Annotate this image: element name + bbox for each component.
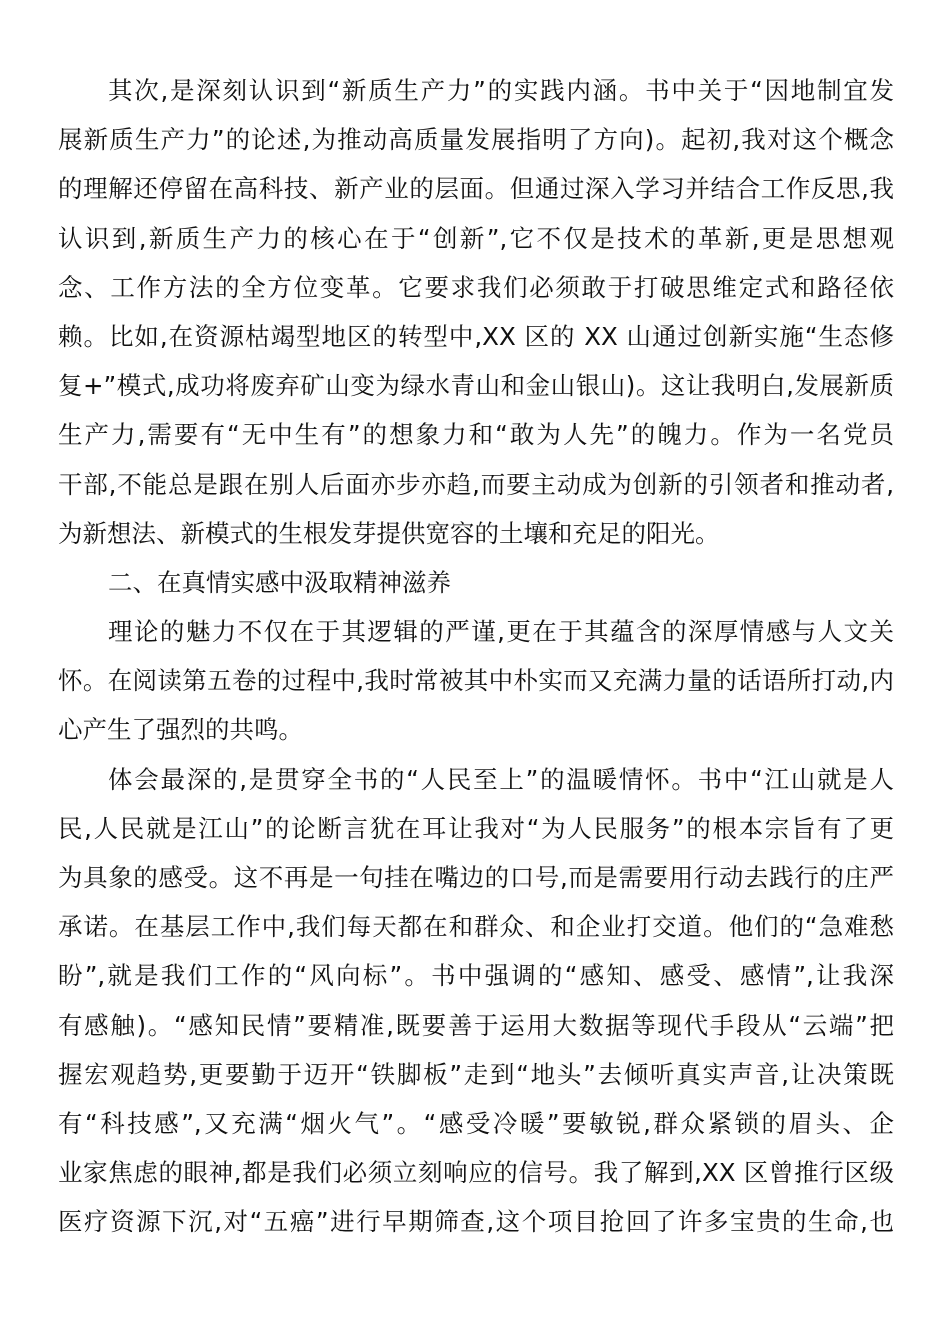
paragraph-new-productivity bbox=[58, 66, 894, 558]
text-line: 展新质生产力”的论述,为推动高质量发展指明了方向)。起初,我对这个概念 bbox=[58, 125, 894, 155]
text-line: 赖。比如,在资源枯竭型地区的转型中,XX 区的 XX 山通过创新实施“生态修 bbox=[58, 321, 894, 351]
paragraph-theory-charm bbox=[58, 607, 894, 755]
text-line: 为具象的感受。这不再是一句挂在嘴边的口号,而是需要用行动去践行的庄严 bbox=[58, 863, 894, 892]
text-line: 承诺。在基层工作中,我们每天都在和群众、和企业打交道。他们的“急难愁 bbox=[58, 912, 894, 942]
text-line: 认识到,新质生产力的核心在于“创新”,它不仅是技术的革新,更是思想观 bbox=[58, 223, 894, 253]
text-line: 理论的魅力不仅在于其逻辑的严谨,更在于其蕴含的深厚情感与人文关 bbox=[108, 617, 894, 647]
section-heading bbox=[58, 558, 894, 607]
text-line: 生产力,需要有“无中生有”的想象力和“敢为人先”的魄力。作为一名党员 bbox=[58, 420, 894, 450]
text-line: 的理解还停留在高科技、新产业的层面。但通过深入学习并结合工作反思,我 bbox=[58, 174, 894, 204]
text-line: 为新想法、新模式的生根发芽提供宽容的土壤和充足的阳光。 bbox=[58, 518, 720, 548]
text-line: 医疗资源下沉,对“五癌”进行早期筛查,这个项目抢回了许多宝贵的生命,也 bbox=[58, 1207, 894, 1237]
text-line: 民,人民就是江山”的论断言犹在耳让我对“为人民服务”的根本宗旨有了更 bbox=[58, 813, 894, 843]
text-line: 念、工作方法的全方位变革。它要求我们必须敢于打破思维定式和路径依 bbox=[58, 272, 894, 302]
text-line: 怀。在阅读第五卷的过程中,我时常被其中朴实而又充满力量的话语所打动,内 bbox=[58, 666, 894, 696]
paragraph-people-first bbox=[58, 755, 894, 1247]
text-line: 体会最深的,是贯穿全书的“人民至上”的温暖情怀。书中“江山就是人 bbox=[108, 764, 894, 794]
text-line: 有感触)。“感知民情”要精准,既要善于运用大数据等现代手段从“云端”把 bbox=[58, 1010, 894, 1040]
document-page bbox=[58, 66, 894, 1247]
text-line: 干部,不能总是跟在别人后面亦步亦趋,而要主动成为创新的引领者和推动者, bbox=[58, 469, 894, 499]
text-line: 心产生了强烈的共鸣。 bbox=[58, 715, 303, 745]
text-line: 其次,是深刻认识到“新质生产力”的实践内涵。书中关于“因地制宜发 bbox=[108, 76, 894, 105]
heading-text: 二、在真情实感中汲取精神滋养 bbox=[108, 567, 451, 597]
text-line: 复+”模式,成功将废弃矿山变为绿水青山和金山银山)。这让我明白,发展新质 bbox=[58, 371, 894, 401]
text-line: 盼”,就是我们工作的“风向标”。书中强调的“感知、感受、感情”,让我深 bbox=[58, 961, 894, 991]
text-line: 握宏观趋势,更要勤于迈开“铁脚板”走到“地头”去倾听真实声音,让决策既 bbox=[58, 1059, 894, 1089]
text-line: 有“科技感”,又充满“烟火气”。“感受冷暖”要敏锐,群众紧锁的眉头、企 bbox=[58, 1108, 894, 1138]
text-line: 业家焦虑的眼神,都是我们必须立刻响应的信号。我了解到,XX 区曾推行区级 bbox=[58, 1158, 894, 1188]
